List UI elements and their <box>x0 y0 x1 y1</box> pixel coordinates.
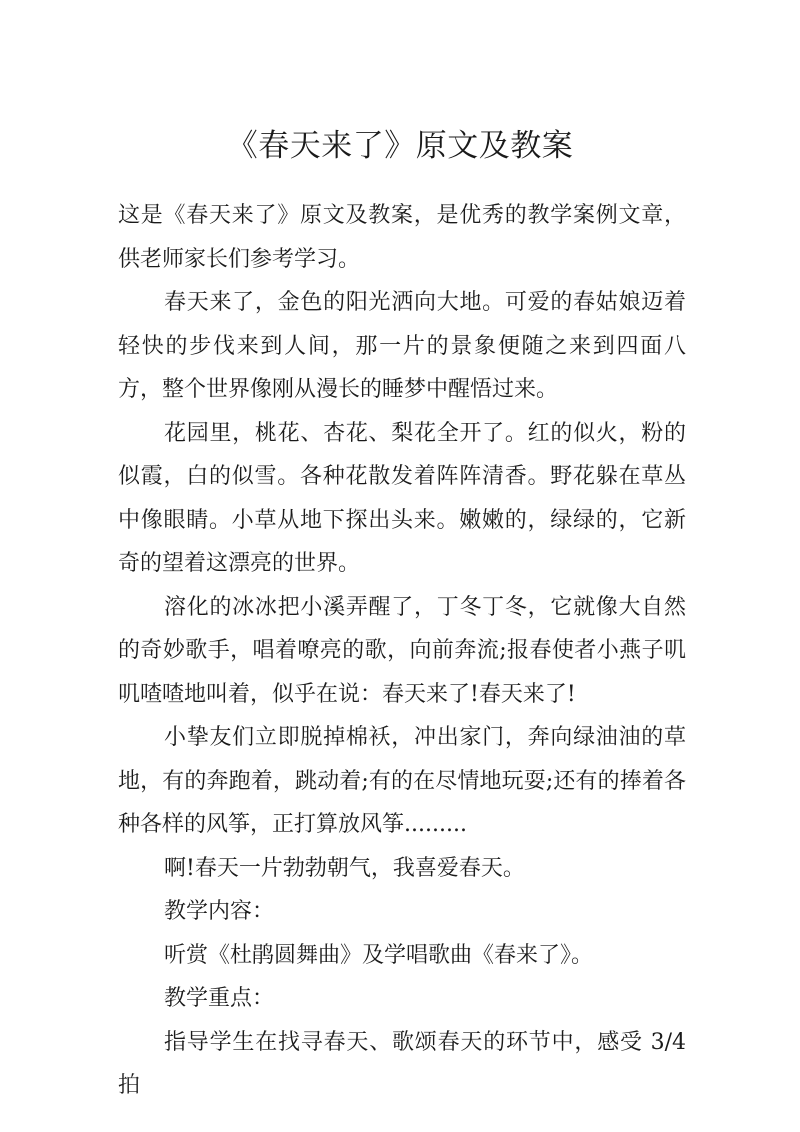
paragraph-intro: 这是《春天来了》原文及教案，是优秀的教学案例文章，供老师家长们参考学习。 <box>118 203 686 272</box>
paragraph-garden: 花园里，桃花、杏花、梨花全开了。红的似火，粉的似霞，白的似雪。各种花散发着阵阵清香。野花躲在草丛中像眼睛。小草从地下探出头来。嫩嫩的，绿绿的，它新奇的望着这漂亮的世界。 <box>118 420 686 576</box>
paragraph-teaching-focus: 指导学生在找寻春天、歌颂春天的环节中，感受 3/4 拍 <box>118 1029 686 1098</box>
paragraph-children: 小挚友们立即脱掉棉袄，冲出家门，奔向绿油油的草地，有的奔跑着，跳动着;有的在尽情地玩耍;还有的捧着各种各样的风筝，正打算放风筝......... <box>118 725 686 837</box>
heading-teaching-content: 教学内容： <box>164 899 275 924</box>
paragraph-stream: 溶化的冰冰把小溪弄醒了，丁冬丁冬，它就像大自然的奇妙歌手，唱着嘹亮的歌，向前奔流;报春使者小燕子叽叽喳喳地叫着，似乎在说：春天来了!春天来了! <box>118 594 686 707</box>
paragraph-love-spring: 啊!春天一片勃勃朝气，我喜爱春天。 <box>164 855 525 881</box>
paragraph-spring-arrives: 春天来了，金色的阳光洒向大地。可爱的春姑娘迈着轻快的步伐来到人间，那一片的景象便随之来到四面八方，整个世界像刚从漫长的睡梦中醒悟过来。 <box>118 290 686 402</box>
document-title: 《春天来了》原文及教案 <box>226 128 574 164</box>
paragraph-teaching-content: 听赏《杜鹃圆舞曲》及学唱歌曲《春来了》。 <box>164 942 594 968</box>
heading-teaching-focus: 教学重点： <box>164 986 275 1011</box>
document-body <box>118 194 686 1108</box>
